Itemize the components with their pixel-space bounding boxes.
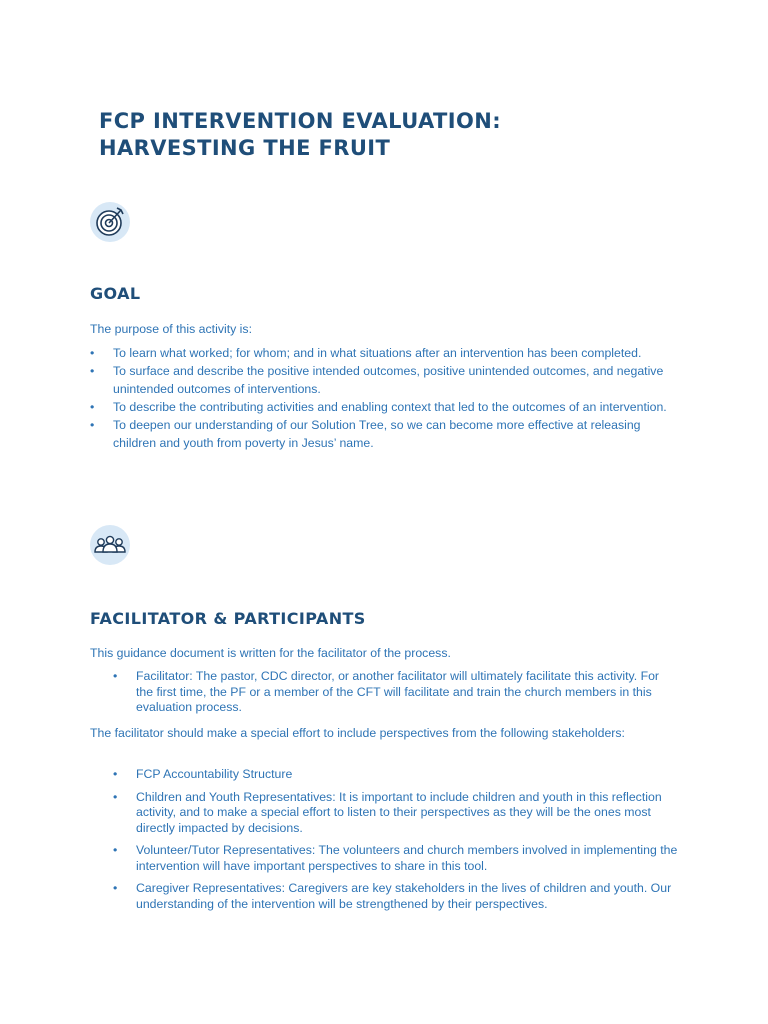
stakeholders-intro: The facilitator should make a special effort to include perspectives from the following stakeholders: bbox=[90, 726, 625, 740]
list-item: • Facilitator: The pastor, CDC director, or another facilitator will ultimately facilitate this activity. For the first time, the PF or a member of the CFT will facilitate and train the church members in this evaluation process. bbox=[113, 669, 660, 714]
target-icon bbox=[90, 202, 130, 242]
list-item: • Children and Youth Representatives: It is important to include children and youth in this reflection activity, and to make a special effort to listen to their perspectives as they will be the ones most directly impacted by decisions. bbox=[113, 789, 662, 835]
list-item: • Caregiver Representatives: Caregivers are key stakeholders in the lives of children and youth. Our understanding of the intervention will be strengthened by their perspectives. bbox=[113, 881, 672, 911]
list-item: • To deepen our understanding of our Solution Tree, so we can become more effective at releasing children and youth from poverty in Jesus’ name. bbox=[90, 418, 641, 450]
title-line-1: FCP INTERVENTION EVALUATION: bbox=[99, 109, 501, 133]
list-item: • To surface and describe the positive intended outcomes, positive unintended outcomes, and negative unintended outcomes of interventions. bbox=[90, 364, 664, 396]
goal-list bbox=[90, 344, 680, 452]
list-item: • FCP Accountability Structure bbox=[113, 767, 293, 781]
facilitator-list bbox=[113, 669, 673, 716]
facilitator-heading: FACILITATOR & PARTICIPANTS bbox=[90, 609, 366, 628]
title-line-2: HARVESTING THE FRUIT bbox=[99, 136, 391, 160]
goal-intro: The purpose of this activity is: bbox=[90, 322, 252, 336]
list-item: • Volunteer/Tutor Representatives: The volunteers and church members involved in implementing the intervention will have important perspectives to share in this tool. bbox=[113, 843, 678, 873]
document-title bbox=[99, 108, 699, 162]
list-item: • To learn what worked; for whom; and in what situations after an intervention has been completed. bbox=[90, 346, 642, 360]
people-group-icon bbox=[90, 525, 130, 565]
list-item: • To describe the contributing activities and enabling context that led to the outcomes of an intervention. bbox=[90, 400, 667, 414]
facilitator-intro: This guidance document is written for the facilitator of the process. bbox=[90, 646, 451, 660]
stakeholders-list bbox=[113, 767, 683, 919]
goal-heading: GOAL bbox=[90, 284, 141, 303]
